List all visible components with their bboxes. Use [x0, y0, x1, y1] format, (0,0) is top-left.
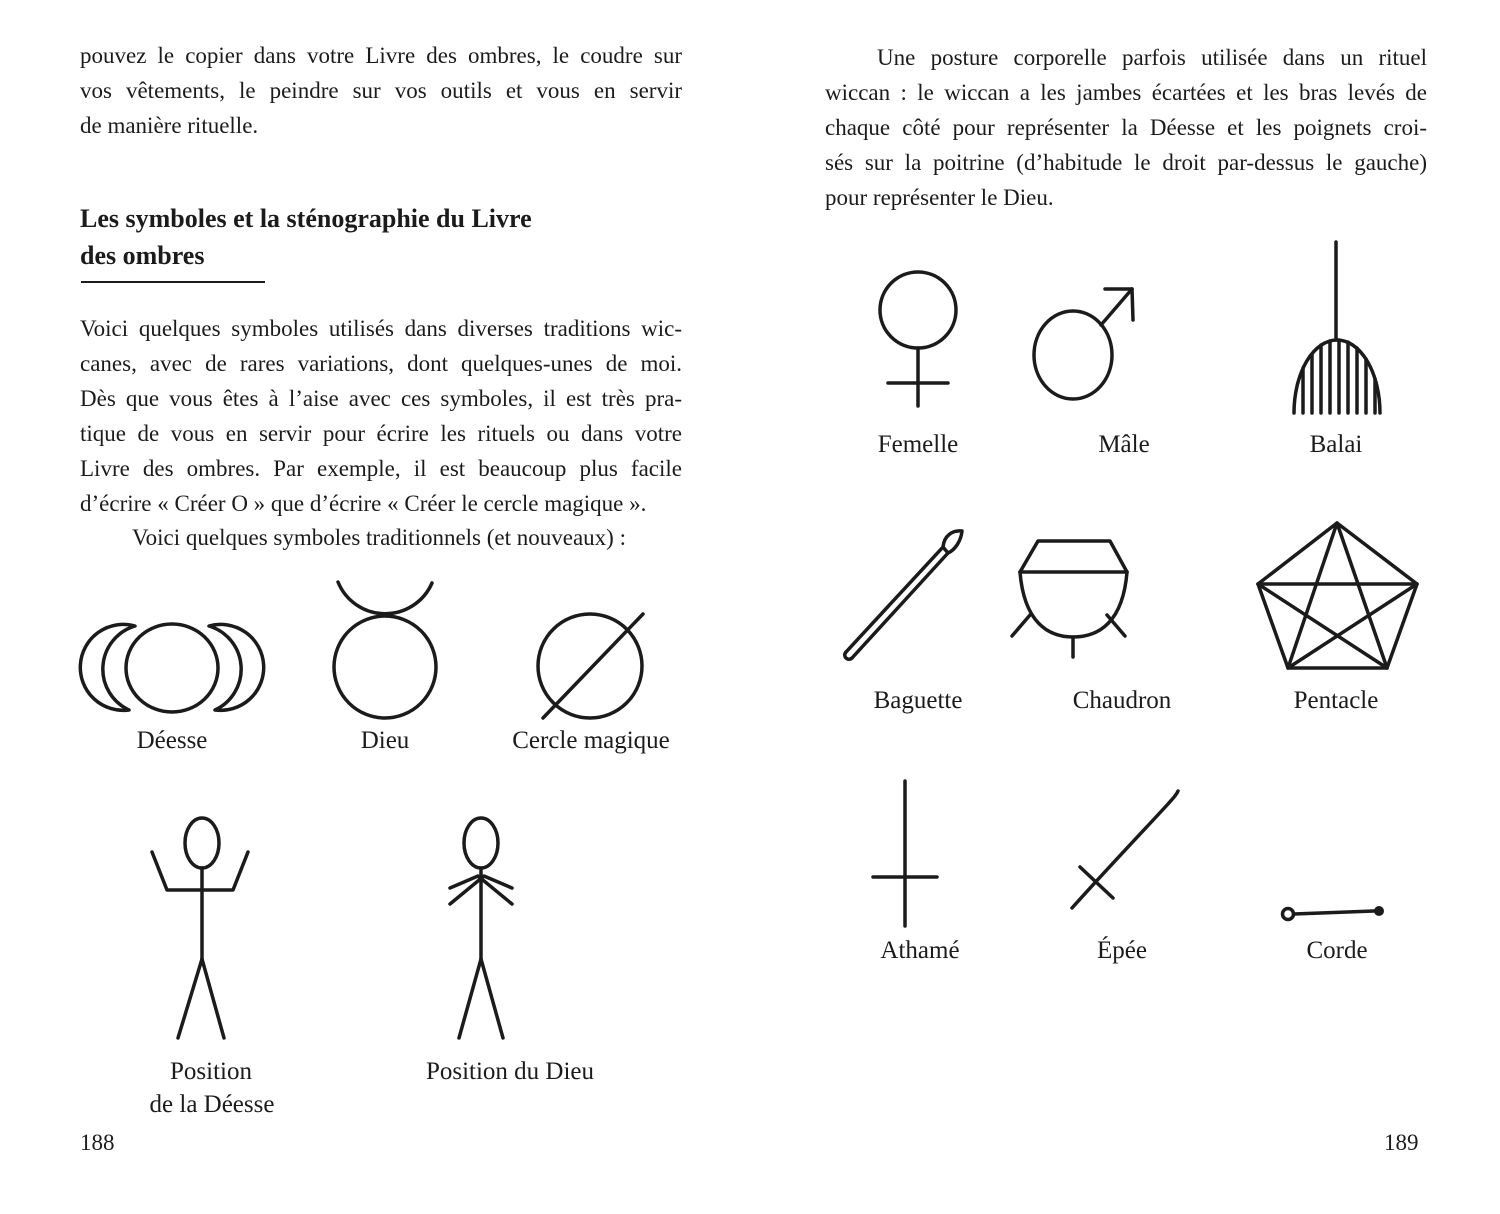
symbol-caption: Pentacle	[1293, 687, 1379, 714]
text-line: d’écrire « Créer O » que d’écrire « Créer le cercle magique ».	[80, 491, 647, 516]
symbol-caption: Athamé	[880, 937, 960, 964]
pentacle-icon	[1250, 516, 1422, 674]
wand-icon	[840, 524, 968, 662]
triple-moon-icon	[80, 622, 264, 714]
text-line: Voici quelques symboles traditionnels (et nouveaux) :	[132, 525, 626, 550]
broom-icon	[1290, 240, 1385, 415]
text-line: tique de vous en servir pour écrire les rituels ou dans votre	[80, 421, 682, 446]
symbol-caption: Baguette	[873, 687, 963, 714]
text-line: pour représenter le Dieu.	[825, 185, 1054, 210]
symbol-caption: Épée	[1097, 937, 1147, 964]
left-paragraph-1	[80, 38, 682, 143]
text-line: canes, avec de rares variations, dont quelques-unes de moi.	[80, 351, 682, 376]
right-paragraph	[825, 40, 1427, 215]
athame-dagger-icon	[870, 776, 940, 932]
heading-line: des ombres	[80, 241, 205, 270]
text-line: chaque côté pour représenter la Déesse et les poignets croi-	[825, 115, 1427, 140]
text-line: Dès que vous êtes à l’aise avec ces symboles, il est très pra-	[80, 386, 682, 411]
stick-figure-arms-raised-icon	[138, 814, 263, 1046]
symbol-caption: Dieu	[360, 727, 410, 754]
text-line: pouvez le copier dans votre Livre des ombres, le coudre sur	[80, 43, 682, 68]
cauldron-icon	[1010, 530, 1138, 662]
sword-icon	[1058, 782, 1184, 916]
text-line: wiccan : le wiccan a les jambes écartées et les bras levés de	[825, 80, 1427, 105]
symbol-caption: Mâle	[1098, 431, 1150, 458]
heading-underline	[81, 281, 265, 283]
text-line: Voici quelques symboles utilisés dans diverses traditions wic-	[80, 316, 682, 341]
female-sign-icon	[878, 268, 958, 410]
figure-caption: Position du Dieu	[425, 1058, 595, 1085]
text-line: Livre des ombres. Par exemple, il est beaucoup plus facile	[80, 456, 682, 481]
text-line: de manière rituelle.	[80, 113, 259, 138]
stick-figure-arms-crossed-icon	[428, 814, 538, 1046]
symbol-caption: Cercle magique	[512, 727, 670, 754]
text-line: vos vêtements, le peindre sur vos outils et vous en servir	[80, 78, 682, 103]
symbol-caption: Balai	[1309, 431, 1363, 458]
circle-slash-icon	[533, 605, 649, 725]
page-number-left: 188	[80, 1130, 115, 1155]
section-heading	[80, 200, 682, 274]
text-line: sés sur la poitrine (d’habitude le droit par-dessus le gauche)	[825, 150, 1427, 175]
heading-line: Les symboles et la sténographie du Livre	[80, 204, 532, 233]
symbol-caption: Chaudron	[1072, 687, 1172, 714]
symbol-caption: Femelle	[877, 431, 959, 458]
left-paragraph-3	[80, 520, 682, 555]
male-sign-icon	[1028, 262, 1140, 404]
figure-caption: de la Déesse	[149, 1091, 275, 1118]
symbol-caption: Déesse	[136, 727, 208, 754]
text-line: Une posture corporelle parfois utilisée dans un rituel	[877, 45, 1427, 70]
horned-circle-icon	[330, 577, 442, 719]
cord-icon	[1278, 899, 1393, 927]
figure-caption: Position	[170, 1058, 252, 1085]
symbol-caption: Corde	[1306, 937, 1368, 964]
left-paragraph-2	[80, 311, 682, 521]
page-number-right: 189	[1384, 1130, 1419, 1155]
